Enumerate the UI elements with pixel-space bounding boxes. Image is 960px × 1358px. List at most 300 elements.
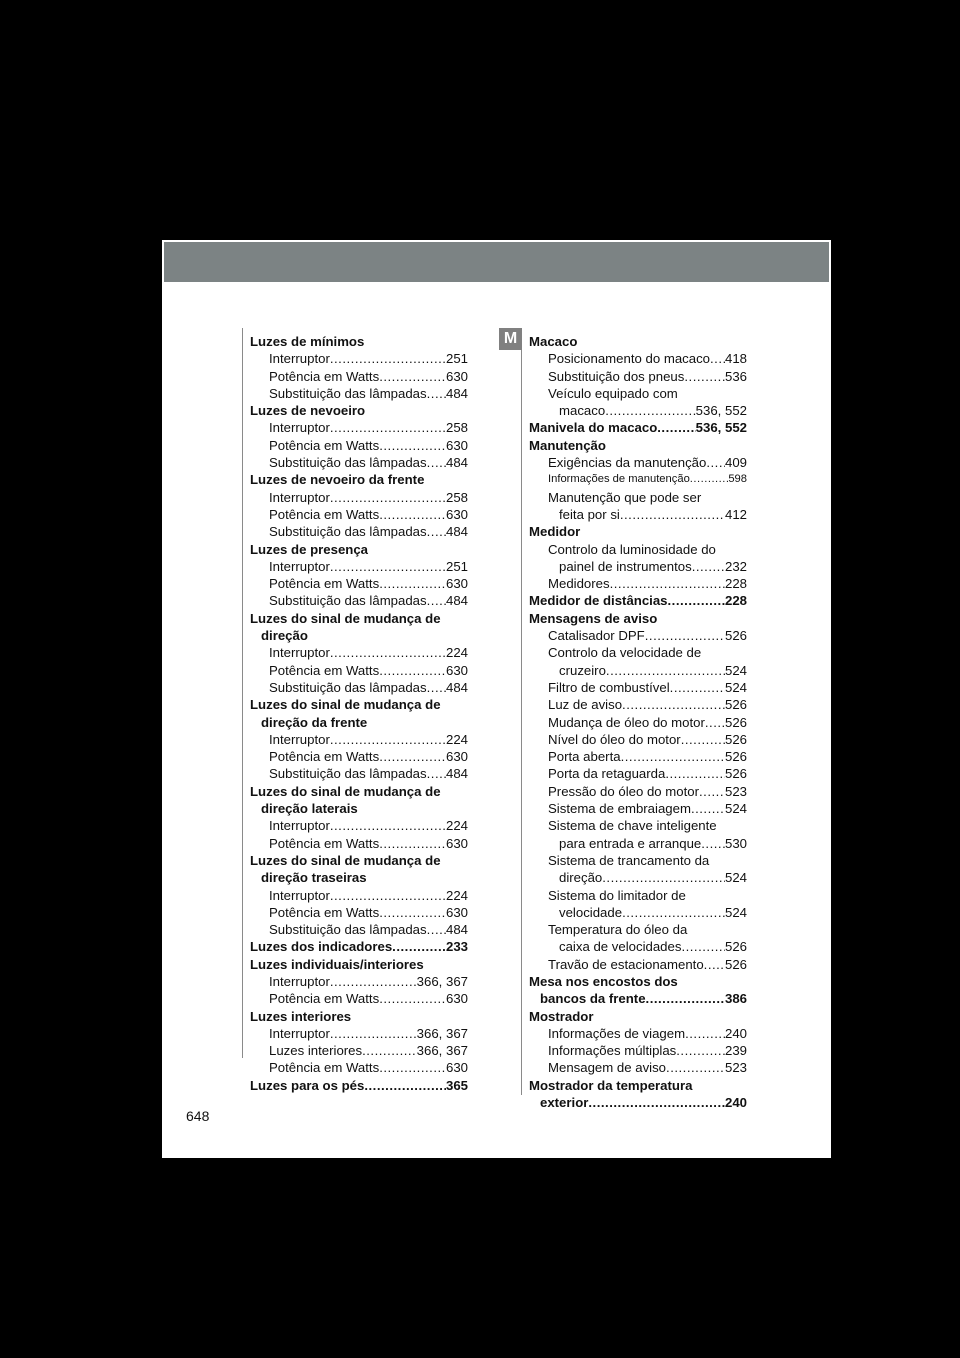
index-entry [529, 1042, 747, 1059]
index-entry-page: 526 [724, 697, 747, 713]
leader-dots [362, 1042, 417, 1059]
index-entry-text: Nível do óleo do motor [548, 731, 681, 747]
index-entry-text: Mostrador [529, 1008, 594, 1024]
index-entry-text: Sistema de chave inteligente [548, 818, 717, 834]
index-entry [250, 437, 468, 454]
leader-dots [588, 1094, 725, 1111]
index-entry [529, 1025, 747, 1042]
leader-dots [620, 506, 725, 523]
index-entry [529, 662, 747, 679]
index-entry-text: Potência em Watts [269, 991, 380, 1007]
index-entry [529, 368, 747, 385]
index-entry-text: Interruptor [269, 489, 330, 505]
index-entry-page: 224 [445, 645, 468, 661]
index-entry-text: Interruptor [269, 973, 330, 989]
index-entry-text: Substituição das lâmpadas [269, 766, 427, 782]
leader-dots [610, 575, 725, 592]
index-entry [250, 610, 468, 627]
index-entry-text: caixa de velocidades [559, 939, 682, 955]
index-entry [529, 800, 747, 817]
leader-dots [606, 662, 725, 679]
index-entry-page: 523 [724, 1060, 747, 1076]
index-entry-page: 630 [445, 506, 468, 522]
index-entry-text: Sistema de trancamento da [548, 852, 710, 868]
index-entry [529, 783, 747, 800]
index-entry [250, 419, 468, 436]
index-entry [250, 748, 468, 765]
index-entry-text: Mostrador da temperatura [529, 1077, 693, 1093]
index-entry-text: Controlo da luminosidade do [548, 541, 716, 557]
leader-dots [379, 575, 446, 592]
index-entry [250, 592, 468, 609]
index-entry [529, 402, 747, 419]
page-number: 648 [186, 1108, 210, 1124]
index-entry [250, 558, 468, 575]
index-entry [250, 990, 468, 1007]
index-entry-page: 630 [445, 576, 468, 592]
index-entry-page: 598 [728, 473, 747, 486]
index-entry-text: Travão de estacionamento [548, 956, 704, 972]
index-entry-text: Substituição das lâmpadas [269, 593, 427, 609]
index-entry [529, 887, 747, 904]
index-entry [529, 437, 747, 454]
index-entry-page: 536 [724, 368, 747, 384]
leader-dots [701, 835, 725, 852]
index-entry [250, 454, 468, 471]
manual-page [162, 240, 831, 1158]
index-entry-page: 484 [445, 766, 468, 782]
index-entry-text: Luzes do sinal de mudança de [250, 697, 441, 713]
index-entry [250, 835, 468, 852]
index-entry [250, 350, 468, 367]
leader-dots [427, 385, 446, 402]
leader-dots [330, 887, 446, 904]
index-entry-page: 630 [445, 991, 468, 1007]
index-entry [250, 402, 468, 419]
index-entry-text: Sistema do limitador de [548, 887, 686, 903]
index-entry-text: Porta aberta [548, 749, 621, 765]
index-entry [250, 1077, 468, 1094]
index-entry-text: Interruptor [269, 731, 330, 747]
leader-dots [645, 627, 725, 644]
index-entry-text: Luzes dos indicadores [250, 939, 393, 955]
leader-dots [685, 1025, 725, 1042]
index-entry [529, 419, 747, 436]
index-entry-text: Medidor [529, 524, 581, 540]
index-entry-page: 412 [724, 506, 747, 522]
index-entry-text: Interruptor [269, 420, 330, 436]
index-entry-text: Luzes interiores [269, 1043, 363, 1059]
index-entry [529, 471, 747, 488]
index-entry-text: Controlo da velocidade de [548, 645, 702, 661]
index-entry-text: Luz de aviso [548, 697, 623, 713]
leader-dots [379, 990, 446, 1007]
leader-dots [704, 956, 725, 973]
index-entry-page: 484 [445, 922, 468, 938]
index-entry-text: Potência em Watts [269, 368, 380, 384]
leader-dots [330, 1025, 417, 1042]
index-entry-text: Luzes individuais/interiores [250, 956, 424, 972]
leader-dots [710, 350, 725, 367]
index-entry [250, 1042, 468, 1059]
index-entry [529, 350, 747, 367]
leader-dots [379, 1059, 446, 1076]
index-entry-page: 240 [724, 1025, 747, 1041]
index-entry-text: Sistema de embraiagem [548, 801, 691, 817]
index-entry-text: Interruptor [269, 1025, 330, 1041]
index-entry [529, 541, 747, 558]
index-entry-text: Manutenção que pode ser [548, 489, 702, 505]
leader-dots [427, 765, 446, 782]
index-entry-text: exterior [540, 1095, 589, 1111]
index-entry-text: Potência em Watts [269, 1060, 380, 1076]
index-entry-text: Interruptor [269, 558, 330, 574]
index-entry-text: Interruptor [269, 351, 330, 367]
right-column-rule [521, 350, 522, 1095]
index-entry-page: 224 [445, 887, 468, 903]
leader-dots [379, 437, 446, 454]
index-entry-text: Substituição das lâmpadas [269, 385, 427, 401]
index-entry [250, 852, 468, 869]
index-entry-page: 228 [724, 593, 747, 609]
index-entry-text: Luzes de nevoeiro da frente [250, 472, 425, 488]
index-entry-page: 484 [445, 679, 468, 695]
index-entry-text: Posicionamento do macaco [548, 351, 711, 367]
index-entry-page: 524 [724, 679, 747, 695]
leader-dots [379, 748, 446, 765]
leader-dots [657, 419, 695, 436]
leader-dots [692, 558, 725, 575]
index-entry [250, 1059, 468, 1076]
index-entry-text: Medidor de distâncias [529, 593, 668, 609]
leader-dots [665, 765, 725, 782]
index-entry [529, 714, 747, 731]
leader-dots [646, 990, 725, 1007]
index-entry-text: Potência em Watts [269, 749, 380, 765]
index-entry-page: 484 [445, 455, 468, 471]
index-entry-page: 224 [445, 731, 468, 747]
index-entry-text: Mensagem de aviso [548, 1060, 667, 1076]
leader-dots [705, 714, 725, 731]
leader-dots [681, 731, 725, 748]
index-entry-text: velocidade [559, 904, 623, 920]
index-entry-text: Informações de manutenção [548, 473, 690, 486]
index-entry-text: Manivela do macaco [529, 420, 658, 436]
leader-dots [681, 938, 725, 955]
index-entry-page: 524 [724, 904, 747, 920]
leader-dots [330, 558, 446, 575]
index-entry [529, 1059, 747, 1076]
index-entry-text: Informações múltiplas [548, 1043, 677, 1059]
index-entry [250, 333, 468, 350]
index-entry [250, 506, 468, 523]
index-entry [250, 644, 468, 661]
index-entry [250, 368, 468, 385]
index-entry-page: 523 [724, 783, 747, 799]
index-entry-text: Manutenção [529, 437, 606, 453]
leader-dots [676, 1042, 725, 1059]
index-entry-page: 526 [724, 714, 747, 730]
index-entry [529, 904, 747, 921]
index-entry-text: Substituição dos pneus [548, 368, 685, 384]
leader-dots [392, 938, 446, 955]
index-entry-page: 526 [724, 956, 747, 972]
leader-dots [602, 869, 725, 886]
index-entry-text: bancos da frente [540, 991, 646, 1007]
index-entry-text: Mensagens de aviso [529, 610, 658, 626]
index-entry-page: 258 [445, 489, 468, 505]
leader-dots [330, 973, 417, 990]
index-entry-text: direção traseiras [261, 870, 367, 886]
leader-dots [427, 454, 446, 471]
leader-dots [605, 402, 695, 419]
index-entry-page: 386 [724, 991, 747, 1007]
index-entry-text: Interruptor [269, 645, 330, 661]
index-entry-page: 630 [445, 437, 468, 453]
index-entry-text: Substituição das lâmpadas [269, 922, 427, 938]
index-entry [250, 765, 468, 782]
index-entry-text: cruzeiro [559, 662, 606, 678]
index-entry-text: Interruptor [269, 818, 330, 834]
index-entry-page: 366, 367 [416, 1043, 468, 1059]
index-entry [529, 921, 747, 938]
index-entry [529, 852, 747, 869]
leader-dots [621, 748, 725, 765]
index-entry [250, 817, 468, 834]
index-entry [250, 714, 468, 731]
index-entry [529, 869, 747, 886]
header-band [164, 242, 829, 282]
leader-dots [699, 783, 725, 800]
leader-dots [330, 644, 446, 661]
leader-dots [427, 523, 446, 540]
index-entry-text: Potência em Watts [269, 576, 380, 592]
leader-dots [668, 592, 725, 609]
index-entry-page: 418 [724, 351, 747, 367]
index-entry-page: 536, 552 [695, 403, 747, 419]
index-entry-page: 484 [445, 593, 468, 609]
leader-dots [684, 368, 725, 385]
index-entry-text: Potência em Watts [269, 835, 380, 851]
index-entry-page: 630 [445, 1060, 468, 1076]
leader-dots [691, 800, 725, 817]
index-entry-text: Potência em Watts [269, 662, 380, 678]
index-entry-text: Mesa nos encostos dos [529, 973, 678, 989]
index-entry [250, 731, 468, 748]
index-entry-text: direção laterais [261, 801, 358, 817]
left-column-rule [242, 328, 243, 1058]
index-entry-text: Informações de viagem [548, 1025, 686, 1041]
index-column-right [529, 333, 747, 1111]
leader-dots [706, 454, 725, 471]
index-entry [250, 1008, 468, 1025]
index-entry [529, 1094, 747, 1111]
index-entry-page: 526 [724, 731, 747, 747]
index-entry-text: Filtro de combustível [548, 679, 670, 695]
index-entry [250, 887, 468, 904]
index-entry [529, 592, 747, 609]
index-entry [529, 748, 747, 765]
index-entry [250, 783, 468, 800]
index-entry [529, 835, 747, 852]
index-entry-page: 630 [445, 835, 468, 851]
index-entry-page: 630 [445, 662, 468, 678]
index-entry [529, 1077, 747, 1094]
index-entry [529, 679, 747, 696]
index-entry-text: Pressão do óleo do motor [548, 783, 700, 799]
index-entry-text: feita por si [559, 506, 620, 522]
leader-dots [330, 731, 446, 748]
index-entry-page: 530 [724, 835, 747, 851]
index-entry-text: Macaco [529, 334, 578, 349]
index-entry [250, 523, 468, 540]
index-entry [250, 541, 468, 558]
index-entry-text: Veículo equipado com [548, 385, 678, 401]
index-entry-text: Luzes do sinal de mudança de [250, 610, 441, 626]
index-entry [250, 904, 468, 921]
index-entry-text: Mudança de óleo do motor [548, 714, 705, 730]
index-entry [529, 973, 747, 990]
index-entry-text: Exigências da manutenção [548, 455, 707, 471]
index-entry [250, 869, 468, 886]
index-entry-text: painel de instrumentos [559, 558, 692, 574]
index-entry-page: 484 [445, 524, 468, 540]
index-entry [250, 471, 468, 488]
index-entry-text: Potência em Watts [269, 437, 380, 453]
index-entry-text: Interruptor [269, 887, 330, 903]
index-entry-page: 233 [445, 939, 468, 955]
leader-dots [364, 1077, 446, 1094]
leader-dots [379, 368, 446, 385]
index-entry-text: Porta da retaguarda [548, 766, 666, 782]
index-entry-page: 536, 552 [695, 420, 747, 436]
index-entry [529, 558, 747, 575]
index-entry [250, 575, 468, 592]
index-entry [529, 627, 747, 644]
leader-dots [330, 350, 446, 367]
index-entry-page: 366, 367 [416, 973, 468, 989]
index-entry-text: direção [559, 870, 603, 886]
leader-dots [379, 506, 446, 523]
index-entry-page: 366, 367 [416, 1025, 468, 1041]
leader-dots [330, 817, 446, 834]
leader-dots [670, 679, 725, 696]
index-column-left [250, 333, 468, 1094]
index-entry-page: 524 [724, 870, 747, 886]
index-entry [529, 731, 747, 748]
index-entry-text: Luzes do sinal de mudança de [250, 852, 441, 868]
index-entry-page: 239 [724, 1043, 747, 1059]
index-entry [529, 956, 747, 973]
leader-dots [379, 904, 446, 921]
index-entry-page: 240 [724, 1095, 747, 1111]
index-entry-text: Catalisador DPF [548, 628, 645, 644]
index-entry [250, 696, 468, 713]
index-entry-text: Luzes do sinal de mudança de [250, 783, 441, 799]
index-entry-text: Substituição das lâmpadas [269, 524, 427, 540]
index-entry [529, 696, 747, 713]
index-entry-page: 232 [724, 558, 747, 574]
index-entry-page: 251 [445, 351, 468, 367]
index-entry [529, 765, 747, 782]
index-entry [529, 817, 747, 834]
index-entry-text: Luzes de presença [250, 541, 369, 557]
leader-dots [690, 471, 729, 488]
index-entry [529, 644, 747, 661]
index-entry-text: Substituição das lâmpadas [269, 679, 427, 695]
index-entry [250, 973, 468, 990]
index-entry-page: 526 [724, 766, 747, 782]
index-entry-page: 524 [724, 662, 747, 678]
index-entry-page: 630 [445, 749, 468, 765]
index-entry-text: Luzes interiores [250, 1008, 352, 1024]
index-entry [529, 506, 747, 523]
index-entry [250, 921, 468, 938]
index-entry-page: 224 [445, 818, 468, 834]
index-entry [529, 610, 747, 627]
index-entry [529, 575, 747, 592]
index-entry [250, 627, 468, 644]
index-entry-text: Luzes de mínimos [250, 334, 365, 349]
index-entry-page: 526 [724, 749, 747, 765]
index-entry [529, 523, 747, 540]
section-letter-tab: M [499, 328, 522, 350]
index-entry-page: 365 [445, 1077, 468, 1093]
index-entry-text: macaco [559, 403, 606, 419]
index-entry [250, 385, 468, 402]
index-entry-text: direção [261, 628, 308, 644]
index-entry [250, 489, 468, 506]
index-entry-text: direção da frente [261, 714, 368, 730]
index-entry-page: 524 [724, 801, 747, 817]
index-entry [250, 679, 468, 696]
leader-dots [379, 835, 446, 852]
leader-dots [427, 592, 446, 609]
index-entry [250, 956, 468, 973]
index-entry [250, 1025, 468, 1042]
index-entry [250, 938, 468, 955]
index-entry [529, 333, 747, 350]
index-entry-page: 630 [445, 368, 468, 384]
index-entry-page: 409 [724, 455, 747, 471]
index-entry [529, 1008, 747, 1025]
index-entry [529, 454, 747, 471]
index-entry-text: Luzes de nevoeiro [250, 403, 366, 419]
leader-dots [330, 419, 446, 436]
index-entry-page: 526 [724, 939, 747, 955]
index-entry-text: Potência em Watts [269, 506, 380, 522]
index-entry-text: para entrada e arranque [559, 835, 702, 851]
index-entry-page: 228 [724, 576, 747, 592]
leader-dots [622, 904, 725, 921]
index-entry [529, 385, 747, 402]
index-entry-page: 630 [445, 904, 468, 920]
index-entry [529, 938, 747, 955]
index-entry-page: 258 [445, 420, 468, 436]
leader-dots [427, 921, 446, 938]
leader-dots [666, 1059, 725, 1076]
index-entry [250, 800, 468, 817]
index-entry-page: 251 [445, 558, 468, 574]
index-entry-text: Potência em Watts [269, 904, 380, 920]
index-entry [529, 489, 747, 506]
index-entry [250, 662, 468, 679]
index-entry-text: Medidores [548, 576, 610, 592]
index-entry-text: Temperatura do óleo da [548, 922, 688, 938]
leader-dots [379, 662, 446, 679]
leader-dots [330, 489, 446, 506]
leader-dots [622, 696, 725, 713]
